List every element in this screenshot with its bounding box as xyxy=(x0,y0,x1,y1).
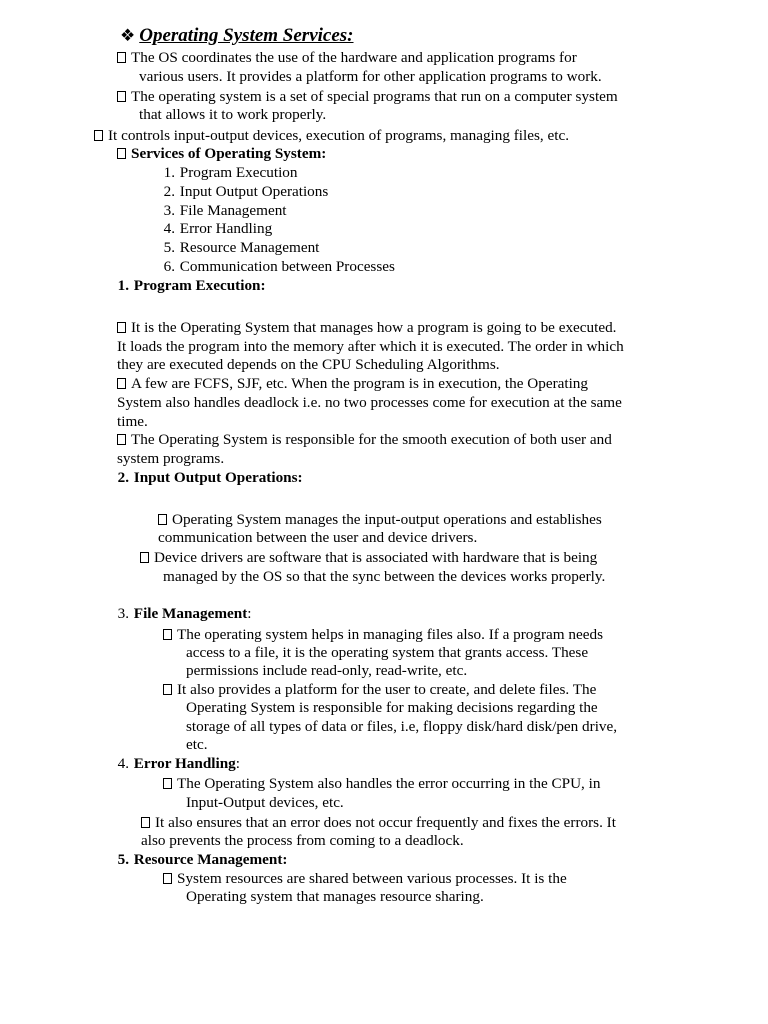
service-item: 6. Communication between Processes xyxy=(163,258,395,275)
box-bullet-icon xyxy=(117,434,126,445)
intro-bullet-2-cont: that allows it to work properly. xyxy=(139,106,327,123)
service-item: 2. Input Output Operations xyxy=(163,183,329,200)
intro-bullet-3: It controls input-output devices, execution of programs, managing files, etc. xyxy=(94,127,569,146)
section-heading-program-execution: 1. Program Execution: xyxy=(117,277,266,294)
paragraph-line: storage of all types of data or files, i.e, floppy disk/hard disk/pen drive, xyxy=(186,718,618,735)
service-item: 3. File Management xyxy=(163,202,287,219)
paragraph-line: managed by the OS so that the sync between the devices works properly. xyxy=(163,568,606,585)
paragraph-line: The Operating System also handles the error occurring in the CPU, in xyxy=(163,775,600,794)
box-bullet-icon xyxy=(163,684,172,695)
paragraph-line: The Operating System is responsible for the smooth execution of both user and xyxy=(117,431,612,450)
box-bullet-icon xyxy=(163,629,172,640)
paragraph-line: It also ensures that an error does not occur frequently and fixes the errors. It xyxy=(141,814,616,833)
paragraph-line: System resources are shared between various processes. It is the xyxy=(163,870,567,889)
service-item: 1. Program Execution xyxy=(163,164,298,181)
paragraph-line: permissions include read-only, read-write, etc. xyxy=(186,662,468,679)
box-bullet-icon xyxy=(117,52,126,63)
paragraph-line: The operating system helps in managing files also. If a program needs xyxy=(163,626,603,645)
paragraph-line: time. xyxy=(117,413,148,430)
paragraph-line: access to a file, it is the operating system that grants access. These xyxy=(186,644,589,661)
intro-bullet-2: The operating system is a set of special programs that run on a computer system xyxy=(117,88,618,107)
diamond-bullet-icon: ❖ xyxy=(120,26,136,45)
paragraph-line: communication between the user and device drivers. xyxy=(158,529,478,546)
service-item: 5. Resource Management xyxy=(163,239,320,256)
box-bullet-icon xyxy=(117,378,126,389)
paragraph-line: It also provides a platform for the user to create, and delete files. The xyxy=(163,681,596,700)
paragraph-line: It loads the program into the memory after which it is executed. The order in which xyxy=(117,338,624,355)
box-bullet-icon xyxy=(140,552,149,563)
box-bullet-icon xyxy=(117,148,126,159)
paragraph-line: A few are FCFS, SJF, etc. When the program is in execution, the Operating xyxy=(117,375,588,394)
box-bullet-icon xyxy=(94,130,103,141)
paragraph-line: It is the Operating System that manages how a program is going to be executed. xyxy=(117,319,616,338)
box-bullet-icon xyxy=(163,873,172,884)
intro-bullet-1-cont: various users. It provides a platform for other application programs to work. xyxy=(139,68,602,85)
service-item: 4. Error Handling xyxy=(163,220,273,237)
paragraph-line: also prevents the process from coming to a deadlock. xyxy=(141,832,464,849)
paragraph-line: they are executed depends on the CPU Scheduling Algorithms. xyxy=(117,356,500,373)
paragraph-line: System also handles deadlock i.e. no two processes come for execution at the same xyxy=(117,394,622,411)
page-title: Operating System Services: xyxy=(139,25,354,46)
title-line xyxy=(120,27,354,47)
paragraph-line: Operating system that manages resource sharing. xyxy=(186,888,484,905)
services-heading: Services of Operating System: xyxy=(117,145,326,164)
section-heading-file-management: 3. File Management: xyxy=(117,605,252,622)
intro-bullet-1: The OS coordinates the use of the hardware and application programs for xyxy=(117,49,577,68)
paragraph-line: Device drivers are software that is associated with hardware that is being xyxy=(140,549,597,568)
box-bullet-icon xyxy=(117,91,126,102)
box-bullet-icon xyxy=(163,778,172,789)
paragraph-line: Input-Output devices, etc. xyxy=(186,794,344,811)
box-bullet-icon xyxy=(158,514,167,525)
box-bullet-icon xyxy=(117,322,126,333)
paragraph-line: system programs. xyxy=(117,450,225,467)
section-heading-resource-management: 5. Resource Management: xyxy=(117,851,288,868)
section-heading-input-output: 2. Input Output Operations: xyxy=(117,469,303,486)
paragraph-line: Operating System manages the input-output operations and establishes xyxy=(158,511,602,530)
section-heading-error-handling: 4. Error Handling: xyxy=(117,755,241,772)
paragraph-line: Operating System is responsible for making decisions regarding the xyxy=(186,699,598,716)
box-bullet-icon xyxy=(141,817,150,828)
paragraph-line: etc. xyxy=(186,736,208,753)
